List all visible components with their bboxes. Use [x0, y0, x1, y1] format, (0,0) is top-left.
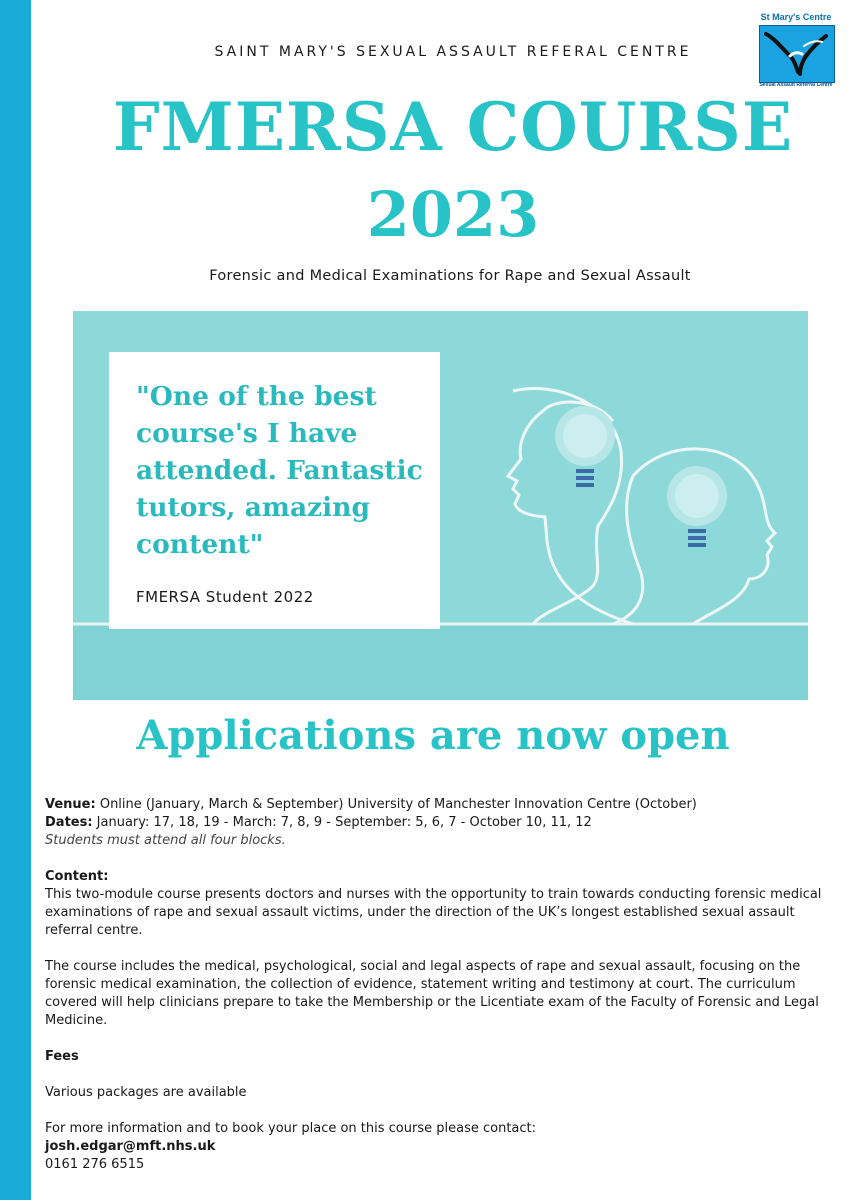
content-paragraph-1: This two-module course presents doctors and nurses with the opportunity to train towards conducting forensic medical examinations of rape and sexual assault victims, under the direction of the UK’s longest established sexual assault referral centre. — [45, 887, 822, 938]
applications-open-heading: Applications are now open — [136, 712, 730, 759]
course-subtitle: Forensic and Medical Examinations for Rape and Sexual Assault — [209, 268, 691, 284]
venue-line — [45, 796, 835, 814]
organization-heading: SAINT MARY'S SEXUAL ASSAULT REFERAL CENTRE — [214, 44, 692, 60]
logo-hands-icon — [759, 25, 835, 83]
venue-label: Venue: — [45, 797, 96, 812]
content-paragraph-2: The course includes the medical, psychological, social and legal aspects of rape and sexual assault, focusing on the forensic medical examination, the collection of evidence, statement writing and testimony at court. The curriculum covered will help clinicians prepare to take the Membership or the Licentiate exam of the Faculty of Forensic and Legal Medicine. — [45, 959, 819, 1028]
course-year: 2023 — [366, 178, 540, 251]
venue-value: Online (January, March & September) University of Manchester Innovation Centre (October) — [95, 797, 697, 812]
course-title: FMERSA COURSE — [112, 88, 794, 166]
contact-phone: 0161 276 6515 — [45, 1157, 145, 1172]
course-details — [45, 796, 835, 1174]
attendance-note: Students must attend all four blocks. — [45, 833, 286, 848]
content-label: Content: — [45, 869, 109, 884]
st-marys-logo — [755, 12, 837, 90]
fees-label: Fees — [45, 1049, 79, 1064]
logo-subtitle: Sexual Assault Referral Centre — [759, 82, 833, 88]
testimonial-quote: "One of the best course's I have attended. Fantastic tutors, amazing content" — [136, 381, 423, 560]
testimonial-card — [109, 352, 440, 629]
contact-intro: For more information and to book your place on this course please contact: — [45, 1121, 537, 1136]
dates-label: Dates: — [45, 815, 93, 830]
testimonial-author: FMERSA Student 2022 — [136, 588, 314, 606]
fees-text: Various packages are available — [45, 1085, 247, 1100]
dates-value: January: 17, 18, 19 - March: 7, 8, 9 - September: 5, 6, 7 - October 10, 11, 12 — [92, 815, 592, 830]
logo-name: St Mary's Centre — [760, 12, 832, 22]
contact-email[interactable]: josh.edgar@mft.nhs.uk — [45, 1139, 216, 1154]
dates-line — [45, 814, 835, 832]
